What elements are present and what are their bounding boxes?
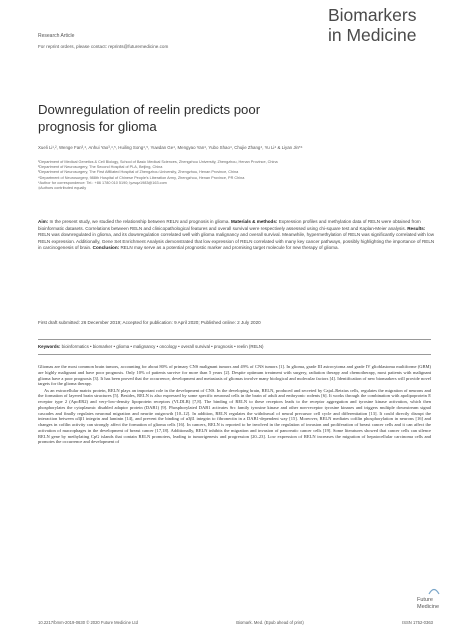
abstract-methods-text: Expression profiles and methylation data of RELN were obtained from bioinformatic datasets. Correlations between RELN and clinicopathological features and overall survival were respectively assessed using chi-square test and Kaplan-Meier analysis. xyxy=(38,219,421,231)
correspondence-note: *Author for correspondence: Tel.: +86 1780 010 5190; lyzsqz1983@163.com xyxy=(38,180,167,185)
equal-contribution-note: ‡Authors contributed equally xyxy=(38,186,87,191)
publisher-logo-line2: Medicine xyxy=(417,603,440,610)
keywords-text: bioinformatics • biomarker • glioma • malignancy • oncology • overall survival • prognosis • reelin (RELN) xyxy=(60,344,264,349)
submission-dates: First draft submitted: 26 December 2019; Accepted for publication: 9 April 2020; Published online: 2 July 2020 xyxy=(38,320,261,325)
abstract-conclusion-label: Conclusion: xyxy=(92,245,120,251)
footer-journal-citation: Biomark. Med. (Epub ahead of print) xyxy=(236,620,304,625)
keywords xyxy=(38,344,438,349)
abstract-results-label: Results: xyxy=(407,225,426,231)
body-paragraph: As an extracellular matrix protein, RELN plays an important role in the development of CNS. In the developing brain, RELN, produced and secreted by Cajal–Retzius cells, regulates the migration of neurons and the formation of layered brain structures [5]. Besides, RELN is also expressed by some specific neuronal cells in the brain of adult and embryonic rodents [6]. It works through the combination with apolipoprotein E receptor type 2 (ApoER2) and very-low-density lipoprotein receptors (VLDLR) [7,8]. The binding of RELN to these receptors leads to the receptor aggregation and tyrosine kinase activation, which then phosphorylates the cytoplasmic disabled adaptor protein (DAB1) [9]. Phosphorylated DAB1 activates Src family tyrosine kinase and other non-receptor tyrosine kinases and triggers multiple downstream signal cascades and finally regulates neuronal migration and neurite outgrowth [10–12]. In addition, RELN regulates the withdrawal of neural precursor cell cycle and differentiation [13]. It could directly disrupt the interaction between α3β1 integrin and laminin [14], and prevent the binding of α3β1 integrin to fibronectin in a DAB1-dependent way [15]. Moreover, RELN mediates cofilin phosphorylation in neurons [16] and changes in cofilin activity can strongly affect the formation of glioma cells [16]. In cancers, RELN is reported to be involved in the regulation of invasion and proliferation of breast cancer cells and it can affect the activation of macrophages in the development of breast cancer [17,18]. Additionally, RELN inhibits the migration and invasion of pancreatic cancer cells [19]. Some literatures showed that cancer cells can silence RELN gene by methylating CpG islands that contain RELN promoters, leading to tumorigenesis and progression [20–23]. Low expression of RELN increases the migration of hepatocellular carcinoma cells and promotes the occurrence and development of xyxy=(38,387,431,445)
reprint-note: For reprint orders, please contact: reprints@futuremedicine.com xyxy=(38,44,169,49)
journal-title xyxy=(328,6,460,45)
affiliation-item: ⁴Department of Neurosurgery, 988th Hospital of Chinese People's Liberation Army, Zhengzhou, Henan Province, PR China xyxy=(38,175,245,180)
divider-top xyxy=(38,339,431,340)
article-type-label: Research Article xyxy=(38,33,75,39)
article-title xyxy=(38,101,338,135)
journal-title-line2: in Medicine xyxy=(328,24,417,45)
future-medicine-logo-icon xyxy=(428,585,440,595)
abstract xyxy=(38,219,438,252)
footer-issn: ISSN 1752-0363 xyxy=(402,620,433,625)
affiliation-item: ¹Department of Medical Genetics & Cell Biology, School of Basic Medical Sciences, Zhengzhou University, Zhengzhou, Henan Province, China xyxy=(38,160,278,164)
abstract-conclusion-text: RELN may serve as a potential prognostic marker and promising target molecule for new therapy of glioma. xyxy=(119,245,339,251)
article-title-line2: prognosis for glioma xyxy=(38,119,157,134)
affiliation-item: ²Department of Neurosurgery, The Second Hospital of PLA, Beijing, China xyxy=(38,165,163,170)
publisher-logo xyxy=(417,597,457,610)
abstract-aim-label: Aim: xyxy=(38,219,49,224)
abstract-results-text: RELN was downregulated in glioma, and its downregulation correlated well with glioma malignancy and overall survival. Meanwhile, hypermethylation of RELN was significantly correlated with low RELN expression. Additionally, Gene Set Enrichment Analysis demonstrated that low expression of RELN correlated with many key cancer pathways, possibly highlighting the importance of RELN in carcinogenesis of brain. xyxy=(38,232,435,251)
page-footer xyxy=(38,620,433,625)
journal-title-line1: Biomarkers xyxy=(328,5,417,25)
article-title-line1: Downregulation of reelin predicts poor xyxy=(38,102,261,117)
body-paragraph: Gliomas are the most common brain tumors, accounting for about 80% of primary CNS malignant tumors and 49% of CNS tumors [1]. In glioma, grade III astrocytoma and grade IV glioblastoma multiforme (GBM) are highly malignant and have poor prognosis. Only 10% of patients survive for more than 5 years [2]. Despite optimum treatment with surgery, radiation therapy and chemotherapy, most patients with malignant glioma have a poor prognosis [3]. It has been proved that the occurrence, development and metastasis of gliomas involve many biological and molecular factors [4]. Identification of new biomarkers will provide novel targets for the glioma therapy. xyxy=(38,364,431,387)
abstract-methods-label: Materials & methods: xyxy=(230,219,278,224)
footer-doi: 10.2217/bmm-2019-0630 © 2020 Future Medicine Ltd xyxy=(38,620,138,625)
divider-bottom xyxy=(38,354,431,355)
body-text xyxy=(38,364,431,446)
keywords-label: Keywords: xyxy=(38,344,61,349)
author-list: Xueli Li¹,², Wenge Fan³,⁴, Anhui Yao³,⁴,⁵, Huiling Song⁴,⁵, Yuwdan Ge⁴, Mengyao Yan⁴, Yubo Shao⁴, Chujie Zhang⁴, Yu Li⁴ & Liyan Jin*⁴ xyxy=(38,145,303,150)
abstract-aim-text: In the present study, we studied the relationship between RELN and prognosis in glioma. xyxy=(48,219,231,224)
publisher-logo-line1: Future xyxy=(417,597,433,603)
affiliation-item: ³Department of Neurosurgery, The First Affiliated Hospital of Zhengzhou University, Zhengzhou, Henan Province, China xyxy=(38,170,239,175)
affiliations xyxy=(38,160,448,191)
